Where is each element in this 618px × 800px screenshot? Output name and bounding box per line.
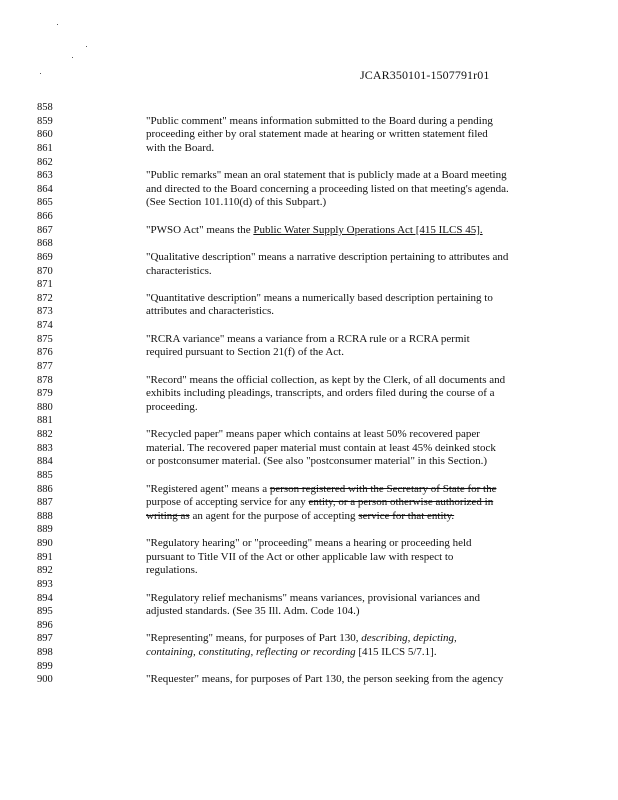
- line-text-plain: "Requester" means, for purposes of Part 130, the person seeking from the agency: [146, 673, 504, 686]
- line-text: [146, 183, 509, 197]
- line-text-plain: proceeding either by oral statement made at hearing or written statement filed: [146, 128, 488, 141]
- document-line: [0, 646, 618, 660]
- line-text: [146, 646, 437, 660]
- line-number: 889: [37, 524, 53, 536]
- document-line: [0, 455, 618, 469]
- line-text-plain: (See Section 101.110(d) of this Subpart.): [146, 196, 327, 209]
- line-number: 883: [37, 442, 53, 454]
- document-line: [0, 142, 618, 156]
- line-text: [146, 673, 503, 687]
- document-line: [0, 333, 618, 347]
- line-text: [146, 387, 495, 401]
- document-line: [0, 551, 618, 565]
- line-text-plain: [415 ILCS 5/7.1].: [355, 646, 437, 658]
- line-number: 873: [37, 306, 53, 318]
- line-number: 868: [37, 238, 53, 250]
- document-id: JCAR350101-1507791r01: [360, 68, 490, 82]
- document-line: [0, 305, 618, 319]
- document-line: [0, 251, 618, 265]
- line-number: 887: [37, 497, 53, 509]
- line-text: [146, 605, 360, 619]
- line-text: [146, 592, 480, 606]
- line-text-plain: attributes and characteristics.: [146, 305, 274, 318]
- line-text: [146, 333, 470, 347]
- document-line: [0, 319, 618, 333]
- line-number: 871: [37, 279, 53, 291]
- line-number: 870: [37, 265, 53, 277]
- document-line: [0, 169, 618, 183]
- document-line: [0, 360, 618, 374]
- line-number: 897: [37, 633, 53, 645]
- line-text: [146, 346, 344, 360]
- line-text: [146, 196, 326, 210]
- line-text-plain: characteristics.: [146, 264, 212, 277]
- document-line: [0, 278, 618, 292]
- line-text: [146, 455, 487, 469]
- line-number: 893: [37, 578, 53, 590]
- line-number: 860: [37, 129, 53, 141]
- line-number: 882: [37, 429, 53, 440]
- document-line: [0, 469, 618, 483]
- numbered-lines: [0, 101, 618, 687]
- line-text: [146, 265, 212, 279]
- document-line: [0, 564, 618, 578]
- line-number: 886: [37, 483, 53, 495]
- line-text: [146, 510, 454, 524]
- line-number: 880: [37, 401, 53, 413]
- document-line: [0, 619, 618, 633]
- line-number: 859: [37, 115, 53, 127]
- document-line: [0, 483, 618, 497]
- document-line: [0, 632, 618, 646]
- line-number: 863: [37, 170, 53, 182]
- line-number: 867: [37, 224, 53, 236]
- line-text-plain: adjusted standards. (See 35 Ill. Adm. Code 104.): [146, 605, 360, 618]
- line-text-plain: "RCRA variance" means a variance from a RCRA rule or a RCRA permit: [146, 332, 470, 345]
- italic-statutory-text: containing, constituting, reflecting or recording: [146, 646, 356, 658]
- line-number: 900: [37, 674, 53, 686]
- struck-deletion: writing as: [146, 509, 190, 522]
- line-text-plain: an agent for the purpose of accepting: [189, 509, 359, 522]
- line-text-plain: "Quantitative description" means a numerically based description pertaining to: [146, 291, 493, 304]
- line-text-plain: or postconsumer material. (See also "postconsumer material" in this Section.): [146, 455, 488, 468]
- line-text-plain: exhibits including pleadings, transcripts, and orders filed during the course of a: [146, 387, 495, 400]
- document-line: [0, 292, 618, 306]
- line-number: 869: [37, 251, 53, 263]
- document-line: [0, 183, 618, 197]
- line-number: 884: [37, 456, 53, 468]
- line-number: 899: [37, 660, 53, 672]
- line-text: [146, 115, 493, 129]
- document-line: [0, 673, 618, 687]
- line-text-plain: "Public comment" means information submitted to the Board during a pending: [146, 114, 493, 127]
- document-line: [0, 115, 618, 129]
- struck-deletion: person registered with the Secretary of State for the: [269, 482, 497, 495]
- struck-deletion: entity, or a person otherwise authorized in: [308, 496, 494, 509]
- line-text-plain: required pursuant to Section 21(f) of the Act.: [146, 346, 344, 359]
- line-text: [146, 442, 496, 456]
- line-text: [146, 169, 507, 183]
- document-line: [0, 101, 618, 115]
- document-line: [0, 660, 618, 674]
- line-text: [146, 496, 493, 510]
- document-line: [0, 592, 618, 606]
- document-line: [0, 128, 618, 142]
- document-line: [0, 196, 618, 210]
- line-number: 861: [37, 142, 53, 154]
- line-text: [146, 292, 493, 306]
- line-text: [146, 483, 496, 497]
- line-number: 891: [37, 551, 53, 563]
- line-text-plain: "Public remarks" mean an oral statement that is publicly made at a Board meeting: [146, 169, 507, 182]
- line-text-plain: "Recycled paper" means paper which contains at least 50% recovered paper: [146, 428, 480, 440]
- line-text-plain: "Regulatory relief mechanisms" means variances, provisional variances and: [146, 591, 480, 604]
- line-text: [146, 224, 483, 238]
- line-number: 890: [37, 538, 53, 549]
- line-text-plain: with the Board.: [146, 141, 215, 154]
- document-line: [0, 510, 618, 524]
- italic-statutory-text: describing, depicting,: [361, 632, 457, 645]
- line-number: 865: [37, 197, 53, 209]
- line-text-plain: pursuant to Title VII of the Act or other applicable law with respect to: [146, 550, 454, 563]
- line-text: [146, 401, 198, 415]
- line-number: 898: [37, 647, 53, 658]
- line-number: 894: [37, 592, 53, 604]
- document-line: [0, 374, 618, 388]
- line-text-plain: material. The recovered paper material must contain at least 45% deinked stock: [146, 441, 496, 454]
- document-line: [0, 605, 618, 619]
- line-text-plain: and directed to the Board concerning a proceeding listed on that meeting's agenda.: [146, 182, 509, 195]
- line-number: 877: [37, 360, 53, 372]
- document-line: [0, 346, 618, 360]
- line-text-plain: "Representing" means, for purposes of Part 130,: [146, 632, 362, 645]
- line-number: 866: [37, 211, 53, 222]
- document-line: [0, 224, 618, 238]
- document-line: [0, 387, 618, 401]
- line-number: 858: [37, 102, 53, 113]
- line-text-plain: purpose of accepting service for any: [146, 496, 309, 509]
- line-text-plain: "Record" means the official collection, as kept by the Clerk, of all documents and: [146, 373, 506, 386]
- line-number: 872: [37, 292, 53, 304]
- line-text: [146, 551, 453, 565]
- document-line: [0, 414, 618, 428]
- document-line: [0, 401, 618, 415]
- document-line: [0, 428, 618, 442]
- line-number: 892: [37, 565, 53, 577]
- line-text-plain: regulations.: [146, 564, 198, 577]
- line-text-plain: "PWSO Act" means the: [146, 223, 254, 236]
- line-text: [146, 128, 488, 142]
- document-line: [0, 156, 618, 170]
- line-number: 881: [37, 415, 53, 427]
- struck-deletion: service for that entity.: [358, 509, 455, 522]
- line-number: 895: [37, 606, 53, 618]
- line-number: 864: [37, 183, 53, 195]
- line-number: 879: [37, 388, 53, 400]
- document-line: [0, 237, 618, 251]
- line-number: 896: [37, 619, 53, 631]
- document-line: [0, 523, 618, 537]
- line-text: [146, 632, 457, 646]
- document-line: [0, 210, 618, 224]
- line-text: [146, 374, 505, 388]
- line-text-plain: "Regulatory hearing" or "proceeding" means a hearing or proceeding held: [146, 537, 472, 549]
- document-line: [0, 265, 618, 279]
- line-number: 874: [37, 320, 53, 331]
- document-line: [0, 496, 618, 510]
- line-text-plain: proceeding.: [146, 400, 198, 413]
- document-line: [0, 537, 618, 551]
- line-number: 885: [37, 469, 53, 481]
- document-line: [0, 442, 618, 456]
- line-number: 878: [37, 374, 53, 386]
- line-number: 862: [37, 156, 53, 168]
- underlined-insertion: Public Water Supply Operations Act [415 ILCS 45].: [253, 223, 483, 236]
- line-text: [146, 251, 508, 265]
- line-text: [146, 305, 274, 319]
- document-line: [0, 578, 618, 592]
- line-text: [146, 428, 480, 442]
- line-text: [146, 537, 472, 551]
- line-text-plain: "Registered agent" means a: [146, 482, 270, 495]
- line-text: [146, 142, 214, 156]
- line-number: 876: [37, 347, 53, 359]
- line-text-plain: "Qualitative description" means a narrative description pertaining to attributes and: [146, 250, 509, 263]
- line-number: 875: [37, 333, 53, 345]
- line-text: [146, 564, 198, 578]
- line-number: 888: [37, 510, 53, 522]
